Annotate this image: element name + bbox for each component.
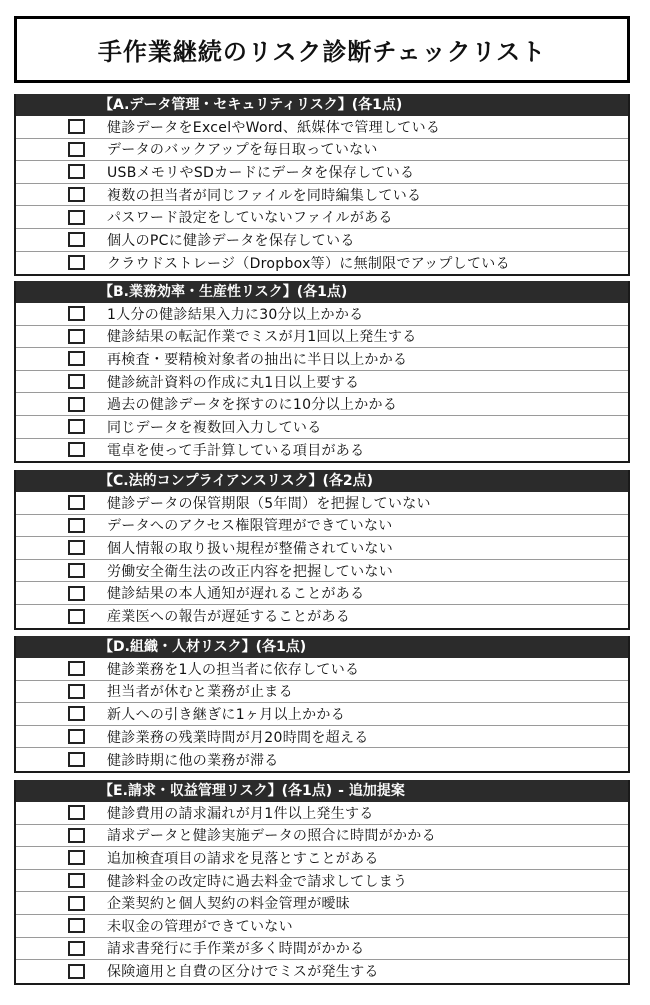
checkbox[interactable] xyxy=(68,752,85,767)
checklist-item xyxy=(16,303,628,326)
checklist-item-label: 追加検査項目の請求を見落とすことがある xyxy=(107,850,379,867)
checkbox[interactable] xyxy=(68,941,85,956)
checkbox[interactable] xyxy=(68,828,85,843)
checklist-item-label: 健診費用の請求漏れが月1件以上発生する xyxy=(107,805,374,822)
checklist-item xyxy=(16,252,628,275)
checklist-item xyxy=(16,748,628,771)
checklist-item xyxy=(16,892,628,915)
checklist-item xyxy=(16,582,628,605)
checklist-item xyxy=(16,439,628,462)
section-header xyxy=(16,636,628,658)
checklist-item-label: 健診料金の改定時に過去料金で請求してしまう xyxy=(107,873,408,890)
checkbox[interactable] xyxy=(68,873,85,888)
checkbox[interactable] xyxy=(68,164,85,179)
checkbox[interactable] xyxy=(68,351,85,366)
checklist-item xyxy=(16,161,628,184)
checklist-item-label: 健診統計資料の作成に丸1日以上要する xyxy=(107,374,360,391)
checkbox[interactable] xyxy=(68,563,85,578)
checklist-item xyxy=(16,726,628,749)
checklist-item-label: データへのアクセス権限管理ができていない xyxy=(107,518,393,535)
checklist-item xyxy=(16,492,628,515)
checkbox[interactable] xyxy=(68,442,85,457)
checklist-item-label: 労働安全衛生法の改正内容を把握していない xyxy=(107,563,393,580)
checkbox[interactable] xyxy=(68,918,85,933)
checklist-item xyxy=(16,139,628,162)
checklist-section xyxy=(14,94,630,276)
checklist-item-label: 健診業務の残業時間が月20時間を超える xyxy=(107,729,369,746)
checklist-item xyxy=(16,348,628,371)
section-header xyxy=(16,94,628,116)
checklist-item xyxy=(16,229,628,252)
checkbox[interactable] xyxy=(68,329,85,344)
section-title: 【D.組織・人材リスク】(各1点) xyxy=(99,639,307,655)
checklist-item-label: 健診結果の本人通知が遅れることがある xyxy=(107,586,365,603)
checklist-item-label: 健診データの保管期限（5年間）を把握していない xyxy=(107,495,431,512)
checklist-item-label: 過去の健診データを探すのに10分以上かかる xyxy=(107,397,398,414)
checklist-item xyxy=(16,960,628,983)
checklist-item xyxy=(16,847,628,870)
section-title: 【A.データ管理・セキュリティリスク】(各1点) xyxy=(99,97,403,113)
checkbox[interactable] xyxy=(68,119,85,134)
section-header xyxy=(16,281,628,303)
checkbox[interactable] xyxy=(68,805,85,820)
checklist-item xyxy=(16,416,628,439)
checkbox[interactable] xyxy=(68,187,85,202)
checklist-item xyxy=(16,371,628,394)
checklist-item-label: 請求書発行に手作業が多く時間がかかる xyxy=(107,941,365,958)
checklist-item xyxy=(16,658,628,681)
checkbox[interactable] xyxy=(68,729,85,744)
checklist-item xyxy=(16,703,628,726)
checkbox[interactable] xyxy=(68,397,85,412)
checkbox[interactable] xyxy=(68,306,85,321)
checkbox[interactable] xyxy=(68,495,85,510)
checklist-item xyxy=(16,681,628,704)
checkbox[interactable] xyxy=(68,609,85,624)
checkbox[interactable] xyxy=(68,964,85,979)
checklist-item-label: 健診業務を1人の担当者に依存している xyxy=(107,661,360,678)
checklist-item xyxy=(16,537,628,560)
section-title: 【B.業務効率・生産性リスク】(各1点) xyxy=(99,284,348,300)
checkbox[interactable] xyxy=(68,374,85,389)
checkbox[interactable] xyxy=(68,540,85,555)
section-suffix: - 追加提案 xyxy=(338,783,405,799)
checklist-item-label: 電卓を使って手計算している項目がある xyxy=(107,442,365,459)
checklist-item-label: 健診結果の転記作業でミスが月1回以上発生する xyxy=(107,329,417,346)
checkbox[interactable] xyxy=(68,232,85,247)
section-title: 【C.法的コンプライアンスリスク】(各2点) xyxy=(99,473,374,489)
checklist-item-label: 新人への引き継ぎに1ヶ月以上かかる xyxy=(107,706,346,723)
section-header xyxy=(16,780,628,802)
checklist-item-label: 複数の担当者が同じファイルを同時編集している xyxy=(107,187,422,204)
checklist-section xyxy=(14,636,630,773)
checklist-item xyxy=(16,915,628,938)
checklist-item-label: 請求データと健診実施データの照合に時間がかかる xyxy=(107,828,436,845)
checklist-item-label: 企業契約と個人契約の料金管理が曖昧 xyxy=(107,896,351,913)
checkbox[interactable] xyxy=(68,586,85,601)
checklist-item-label: パスワード設定をしていないファイルがある xyxy=(107,210,393,227)
checkbox[interactable] xyxy=(68,684,85,699)
checklist-item-label: 再検査・要精検対象者の抽出に半日以上かかる xyxy=(107,351,408,368)
checklist-item-label: 産業医への報告が遅延することがある xyxy=(107,609,351,626)
checklist-item xyxy=(16,560,628,583)
checkbox[interactable] xyxy=(68,255,85,270)
checklist-item xyxy=(16,206,628,229)
checklist-item xyxy=(16,184,628,207)
checklist-item-label: 同じデータを複数回入力している xyxy=(107,419,322,436)
checklist-item-label: 健診時期に他の業務が滞る xyxy=(107,752,279,769)
checkbox[interactable] xyxy=(68,210,85,225)
checklist-item xyxy=(16,802,628,825)
page-title: 手作業継続のリスク診断チェックリスト xyxy=(14,16,630,83)
checkbox[interactable] xyxy=(68,419,85,434)
checkbox[interactable] xyxy=(68,142,85,157)
section-header xyxy=(16,470,628,492)
checklist-item-label: 担当者が休むと業務が止まる xyxy=(107,684,293,701)
checklist-item-label: データのバックアップを毎日取っていない xyxy=(107,142,378,159)
checkbox[interactable] xyxy=(68,706,85,721)
checklist-item-label: 個人情報の取り扱い規程が整備されていない xyxy=(107,540,393,557)
checklist-item xyxy=(16,116,628,139)
checklist-item xyxy=(16,605,628,628)
checklist-item-label: 1人分の健診結果入力に30分以上かかる xyxy=(107,306,364,323)
checklist-item xyxy=(16,870,628,893)
checklist-item-label: 健診データをExcelやWord、紙媒体で管理している xyxy=(107,119,441,136)
checklist-section xyxy=(14,470,630,630)
checklist-item xyxy=(16,938,628,961)
checkbox[interactable] xyxy=(68,661,85,676)
checkbox[interactable] xyxy=(68,850,85,865)
checkbox[interactable] xyxy=(68,896,85,911)
checklist-item-label: 保険適用と自費の区分けでミスが発生する xyxy=(107,964,379,981)
checklist-item-label: 個人のPCに健診データを保存している xyxy=(107,232,355,249)
checklist-item xyxy=(16,515,628,538)
checklist-item-label: USBメモリやSDカードにデータを保存している xyxy=(107,164,415,181)
checkbox[interactable] xyxy=(68,518,85,533)
checklist-item-label: クラウドストレージ（Dropbox等）に無制限でアップしている xyxy=(107,255,510,272)
checklist-section xyxy=(14,780,630,985)
checklist-item-label: 未収金の管理ができていない xyxy=(107,918,293,935)
checklist-item xyxy=(16,326,628,349)
section-title: 【E.請求・収益管理リスク】(各1点) xyxy=(99,783,333,799)
checklist-item xyxy=(16,825,628,848)
checklist-section xyxy=(14,281,630,463)
checklist-item xyxy=(16,393,628,416)
